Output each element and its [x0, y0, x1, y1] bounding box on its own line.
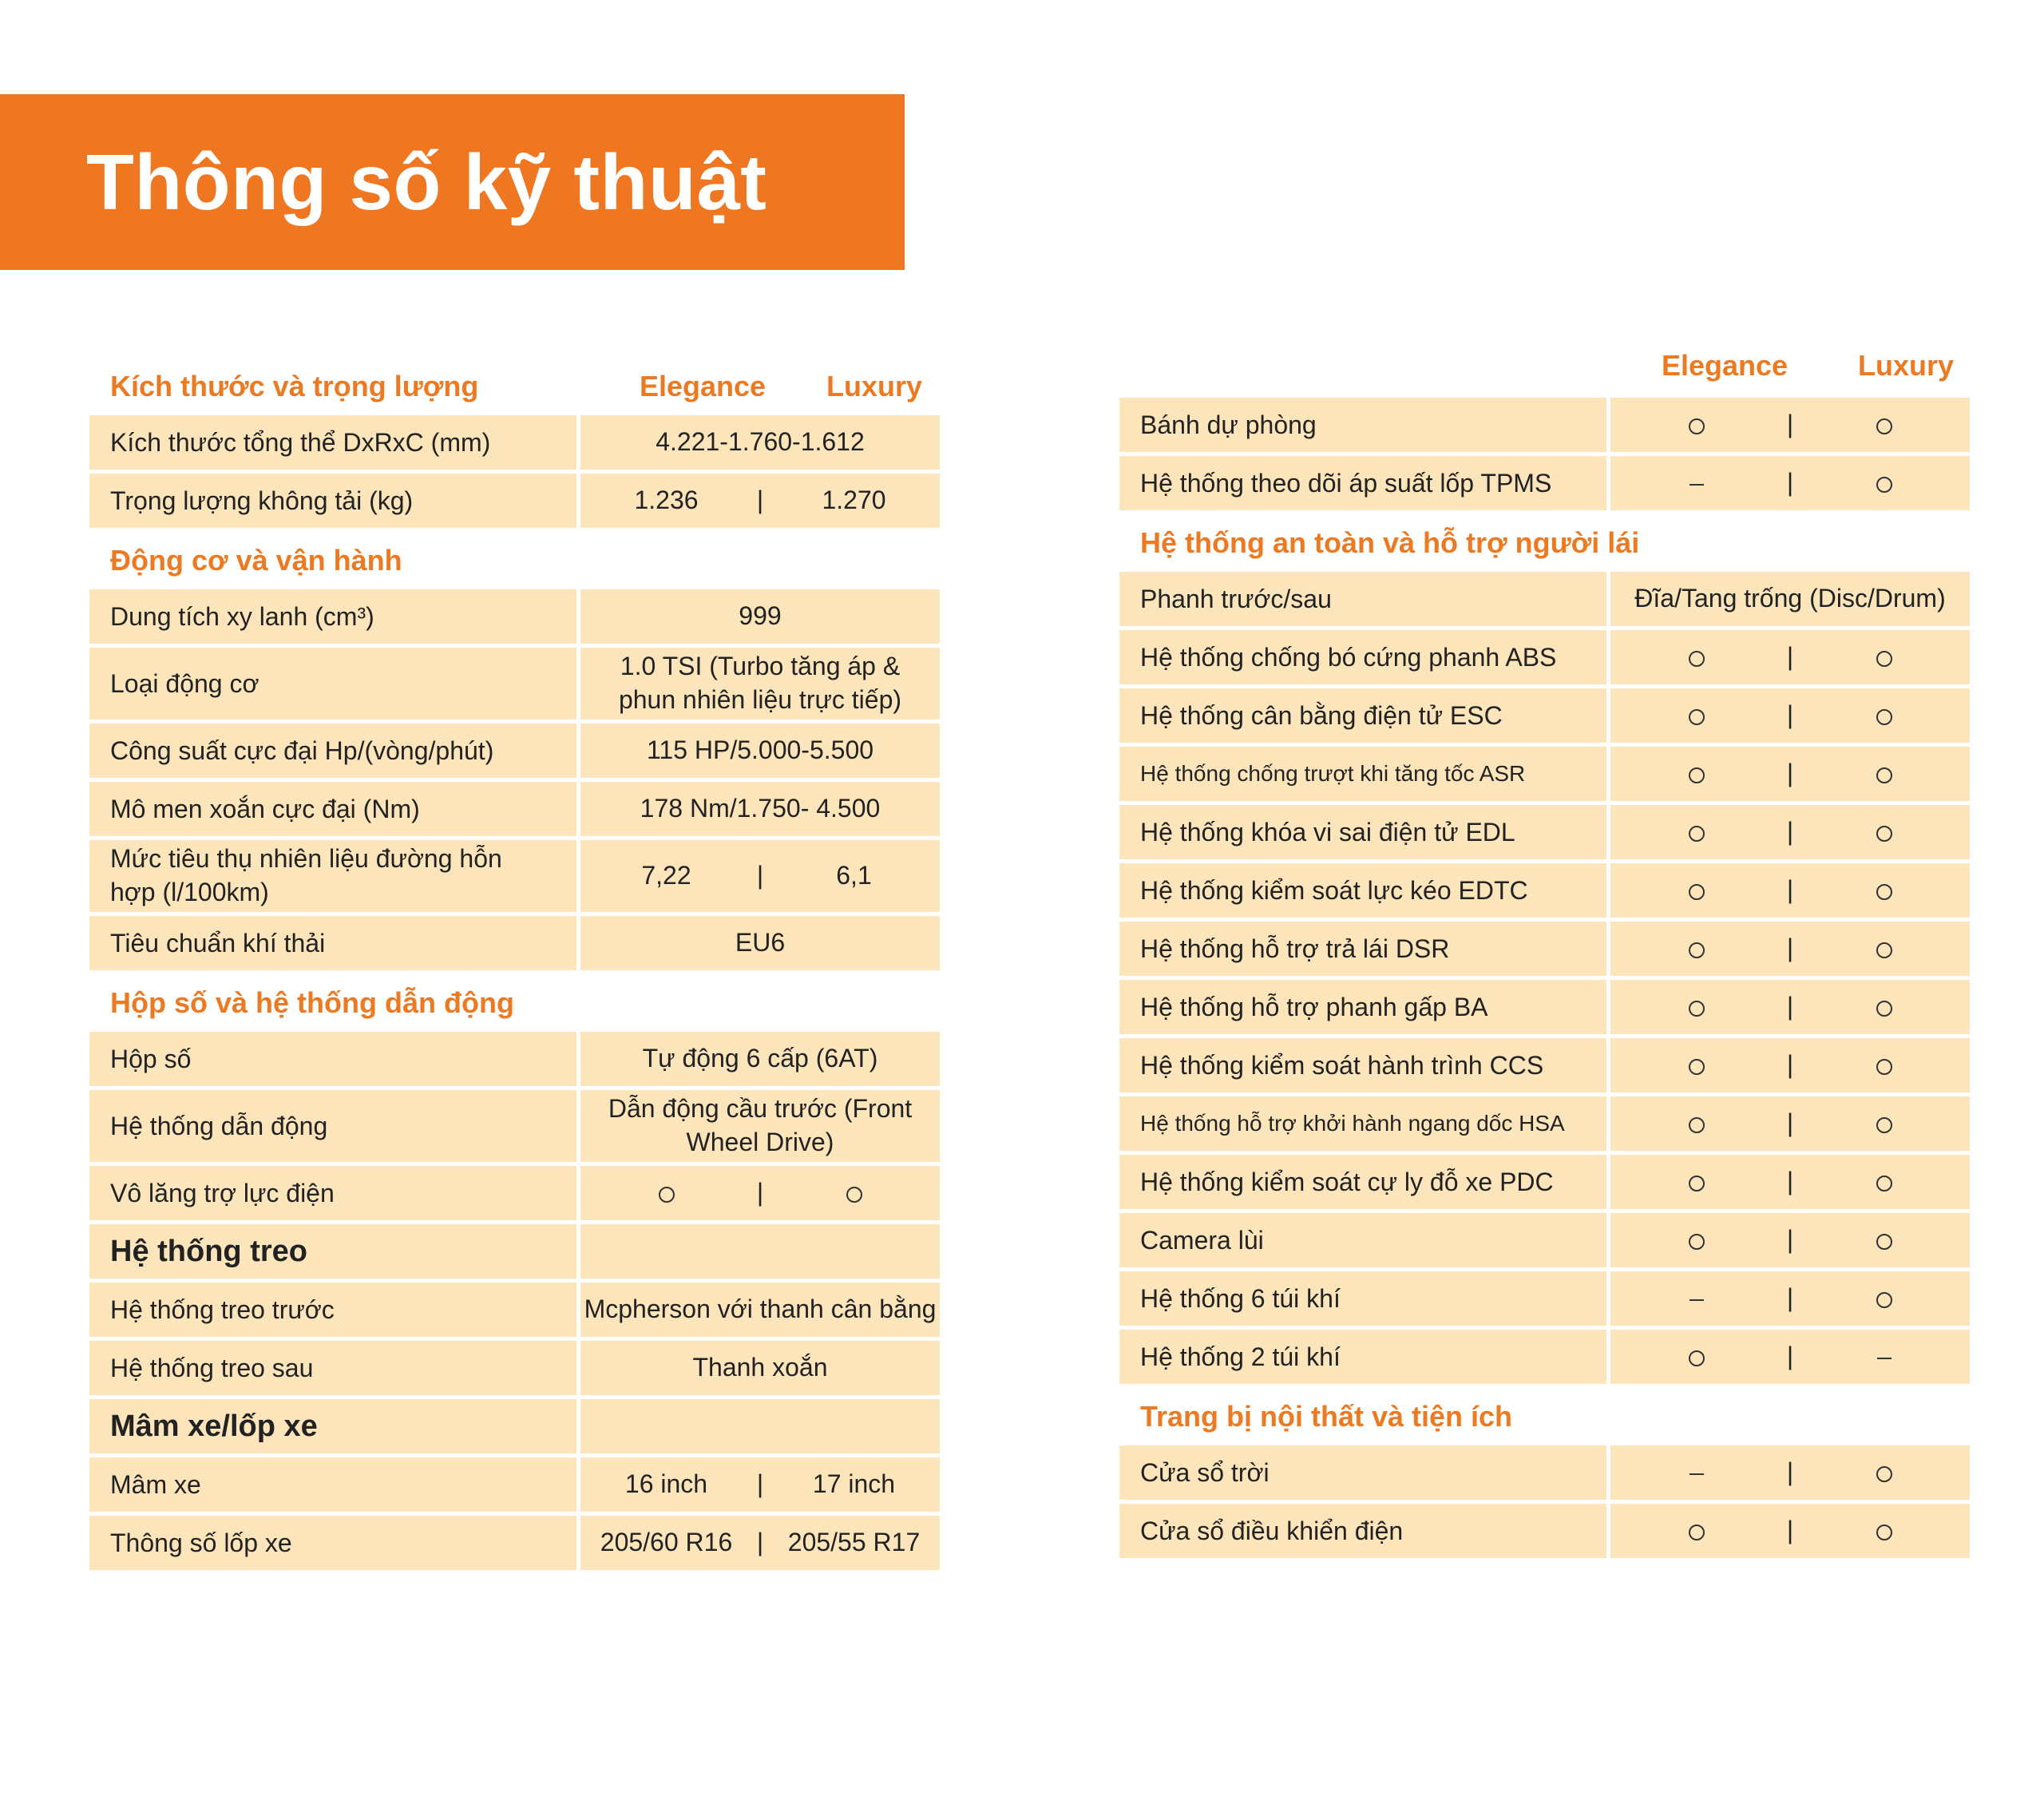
section-heading	[1119, 514, 1970, 572]
table-row	[1119, 1271, 1970, 1326]
subsection-title: Hệ thống treo	[89, 1224, 576, 1279]
page-title: Thông số kỹ thuật	[86, 137, 767, 226]
separator: |	[1786, 1050, 1794, 1080]
separator: |	[756, 861, 764, 890]
row-label: Hệ thống theo dõi áp suất lốp TPMS	[1119, 456, 1606, 510]
table-row	[1119, 980, 1970, 1034]
table-row	[1119, 747, 1970, 801]
title-banner	[0, 94, 905, 270]
row-value: Đĩa/Tang trống (Disc/Drum)	[1610, 572, 1970, 626]
row-value: 4.221-1.760-1.612	[580, 415, 940, 470]
separator: |	[1786, 759, 1794, 788]
row-label: Hệ thống hỗ trợ khởi hành ngang dốc HSA	[1119, 1096, 1606, 1151]
row-label: Mô men xoắn cực đại (Nm)	[89, 782, 576, 836]
table-row	[1119, 1213, 1970, 1267]
section-heading	[89, 974, 940, 1032]
available-icon	[1689, 1117, 1705, 1133]
available-icon	[1689, 651, 1705, 667]
row-label: Vô lăng trợ lực điện	[89, 1166, 576, 1220]
row-label: Hệ thống treo trước	[89, 1283, 576, 1337]
available-icon	[1689, 1350, 1705, 1366]
row-value: 178 Nm/1.750- 4.500	[580, 782, 940, 836]
available-icon	[1689, 942, 1705, 958]
separator: |	[1786, 1167, 1794, 1196]
available-icon	[1876, 1234, 1892, 1250]
separator: |	[1786, 1283, 1794, 1313]
row-value: Mcpherson với thanh cân bằng	[580, 1283, 940, 1337]
table-row	[1119, 1096, 1970, 1151]
separator: |	[1786, 1108, 1794, 1138]
table-row	[1119, 456, 1970, 510]
available-icon	[1876, 1176, 1892, 1191]
row-value: Thanh xoắn	[580, 1341, 940, 1395]
not-available-icon	[1689, 1473, 1704, 1475]
available-icon	[1876, 1525, 1892, 1540]
table-row	[89, 1341, 940, 1395]
row-label: Công suất cực đại Hp/(vòng/phút)	[89, 724, 576, 778]
available-icon	[1876, 1001, 1892, 1017]
available-icon	[1876, 1117, 1892, 1133]
row-label: Phanh trước/sau	[1119, 572, 1606, 626]
elegance-header: Elegance	[1661, 349, 1788, 382]
row-label: Mức tiêu thụ nhiên liệu đường hỗn hợp (l/100km)	[89, 840, 576, 912]
section-title: Hệ thống an toàn và hỗ trợ người lái	[1140, 526, 1640, 559]
table-row	[1119, 688, 1970, 743]
section-heading	[89, 532, 940, 589]
empty-cell	[580, 1399, 940, 1453]
table-row	[89, 1090, 940, 1162]
available-icon	[1689, 1001, 1705, 1017]
not-available-icon	[1877, 1358, 1891, 1359]
separator: |	[1786, 700, 1794, 730]
luxury-value: 6,1	[836, 861, 872, 890]
separator: |	[1786, 1457, 1794, 1487]
separator: |	[756, 1469, 764, 1499]
not-available-icon	[1689, 484, 1704, 486]
row-label: Hệ thống hỗ trợ trả lái DSR	[1119, 922, 1606, 976]
separator: |	[1786, 1225, 1794, 1255]
row-label: Dung tích xy lanh (cm³)	[89, 589, 576, 644]
variant-header	[1119, 334, 1970, 398]
row-value: 999	[580, 589, 940, 644]
empty-cell	[580, 1224, 940, 1279]
row-label: Cửa sổ điều khiển điện	[1119, 1504, 1606, 1558]
table-row	[89, 782, 940, 836]
row-label: Tiêu chuẩn khí thải	[89, 916, 576, 970]
safety-rows	[1119, 630, 1970, 1384]
separator: |	[756, 486, 764, 515]
table-row	[89, 724, 940, 778]
table-row	[89, 1399, 940, 1453]
available-icon	[1689, 884, 1705, 900]
separator: |	[1786, 817, 1794, 847]
row-label: Hệ thống chống bó cứng phanh ABS	[1119, 630, 1606, 684]
available-icon	[1876, 884, 1892, 900]
table-row	[1119, 863, 1970, 918]
table-row	[1119, 1038, 1970, 1092]
row-value: Tự động 6 cấp (6AT)	[580, 1032, 940, 1086]
available-icon	[1876, 1292, 1892, 1308]
table-row	[89, 415, 940, 470]
luxury-value: 205/55 R17	[787, 1528, 921, 1557]
row-label: Thông số lốp xe	[89, 1516, 576, 1570]
available-icon	[1689, 709, 1705, 725]
available-icon	[1876, 942, 1892, 958]
luxury-value: 1.270	[822, 486, 886, 515]
row-label: Hệ thống dẫn động	[89, 1090, 576, 1162]
table-row	[1119, 1330, 1970, 1384]
row-label: Hệ thống cân bằng điện tử ESC	[1119, 688, 1606, 743]
table-row	[89, 589, 940, 644]
row-label: Camera lùi	[1119, 1213, 1606, 1267]
row-label: Mâm xe	[89, 1457, 576, 1512]
row-label: Hệ thống kiểm soát lực kéo EDTC	[1119, 863, 1606, 918]
table-row	[89, 1166, 940, 1220]
row-value: 115 HP/5.000-5.500	[580, 724, 940, 778]
available-icon	[1876, 709, 1892, 725]
available-icon	[1876, 477, 1892, 493]
separator: |	[1786, 1516, 1794, 1545]
row-label: Cửa sổ trời	[1119, 1445, 1606, 1500]
elegance-header: Elegance	[639, 370, 766, 402]
available-icon	[1689, 767, 1705, 783]
table-row	[89, 1032, 940, 1086]
right-column	[1119, 334, 1970, 1562]
table-row	[1119, 1445, 1970, 1500]
row-value: 1.0 TSI (Turbo tăng áp & phun nhiên liệu trực tiếp)	[580, 648, 940, 720]
table-row	[1119, 805, 1970, 859]
row-label: Kích thước tổng thể DxRxC (mm)	[89, 415, 576, 470]
available-icon	[1876, 1059, 1892, 1075]
table-row	[89, 916, 940, 970]
row-label: Hệ thống 6 túi khí	[1119, 1271, 1606, 1326]
separator: |	[1786, 875, 1794, 905]
separator: |	[1786, 992, 1794, 1021]
table-row	[1119, 1504, 1970, 1558]
luxury-header: Luxury	[826, 370, 923, 402]
table-row	[89, 648, 940, 720]
separator: |	[1786, 410, 1794, 439]
luxury-value: 17 inch	[812, 1469, 896, 1499]
section-heading	[1119, 1388, 1970, 1445]
section-title: Động cơ và vận hành	[110, 544, 402, 577]
table-row	[1119, 1155, 1970, 1209]
left-column	[89, 358, 940, 1574]
available-icon	[1876, 1466, 1892, 1482]
available-icon	[1689, 1525, 1705, 1540]
table-row	[89, 1516, 940, 1570]
table-row	[1119, 398, 1970, 452]
table-row	[89, 1283, 940, 1337]
available-icon	[1876, 651, 1892, 667]
row-label: Hệ thống 2 túi khí	[1119, 1330, 1606, 1384]
row-label: Hệ thống kiểm soát hành trình CCS	[1119, 1038, 1606, 1092]
available-icon	[1689, 418, 1705, 434]
row-label: Hệ thống treo sau	[89, 1341, 576, 1395]
row-label: Hệ thống chống trượt khi tăng tốc ASR	[1119, 747, 1606, 801]
section-title: Hộp số và hệ thống dẫn động	[110, 986, 514, 1019]
separator: |	[756, 1178, 764, 1207]
section-title: Kích thước và trọng lượng	[110, 370, 479, 402]
row-label: Hệ thống hỗ trợ phanh gấp BA	[1119, 980, 1606, 1034]
elegance-value: 205/60 R16	[600, 1528, 733, 1557]
row-label: Hệ thống kiểm soát cự ly đỗ xe PDC	[1119, 1155, 1606, 1209]
available-icon	[1689, 1059, 1705, 1075]
separator: |	[1786, 1342, 1794, 1371]
tires-rows	[1119, 398, 1970, 510]
section-title: Trang bị nội thất và tiện ích	[1140, 1400, 1513, 1433]
available-icon	[659, 1187, 675, 1203]
table-row	[1119, 630, 1970, 684]
table-row	[89, 1224, 940, 1279]
not-available-icon	[1689, 1299, 1704, 1301]
section-heading	[89, 358, 940, 415]
available-icon	[1689, 1234, 1705, 1250]
table-row	[1119, 572, 1970, 626]
separator: |	[1786, 468, 1794, 498]
separator: |	[756, 1528, 764, 1557]
available-icon	[1689, 1176, 1705, 1191]
row-label: Hộp số	[89, 1032, 576, 1086]
row-label: Trọng lượng không tải (kg)	[89, 474, 576, 528]
row-value: Dẫn động cầu trước (Front Wheel Drive)	[580, 1090, 940, 1162]
row-label: Hệ thống khóa vi sai điện tử EDL	[1119, 805, 1606, 859]
row-label: Loại động cơ	[89, 648, 576, 720]
elegance-value: 1.236	[634, 486, 699, 515]
table-row	[89, 474, 940, 528]
available-icon	[1876, 418, 1892, 434]
available-icon	[1876, 826, 1892, 842]
available-icon	[846, 1187, 862, 1203]
available-icon	[1689, 826, 1705, 842]
table-row	[89, 840, 940, 912]
table-row	[89, 1457, 940, 1512]
interior-rows	[1119, 1445, 1970, 1558]
luxury-header: Luxury	[1857, 349, 1955, 382]
elegance-value: 16 inch	[624, 1469, 708, 1499]
row-label: Bánh dự phòng	[1119, 398, 1606, 452]
elegance-value: 7,22	[641, 861, 691, 890]
subsection-title: Mâm xe/lốp xe	[89, 1399, 576, 1453]
row-value: EU6	[580, 916, 940, 970]
separator: |	[1786, 642, 1794, 672]
available-icon	[1876, 767, 1892, 783]
separator: |	[1786, 934, 1794, 963]
table-row	[1119, 922, 1970, 976]
